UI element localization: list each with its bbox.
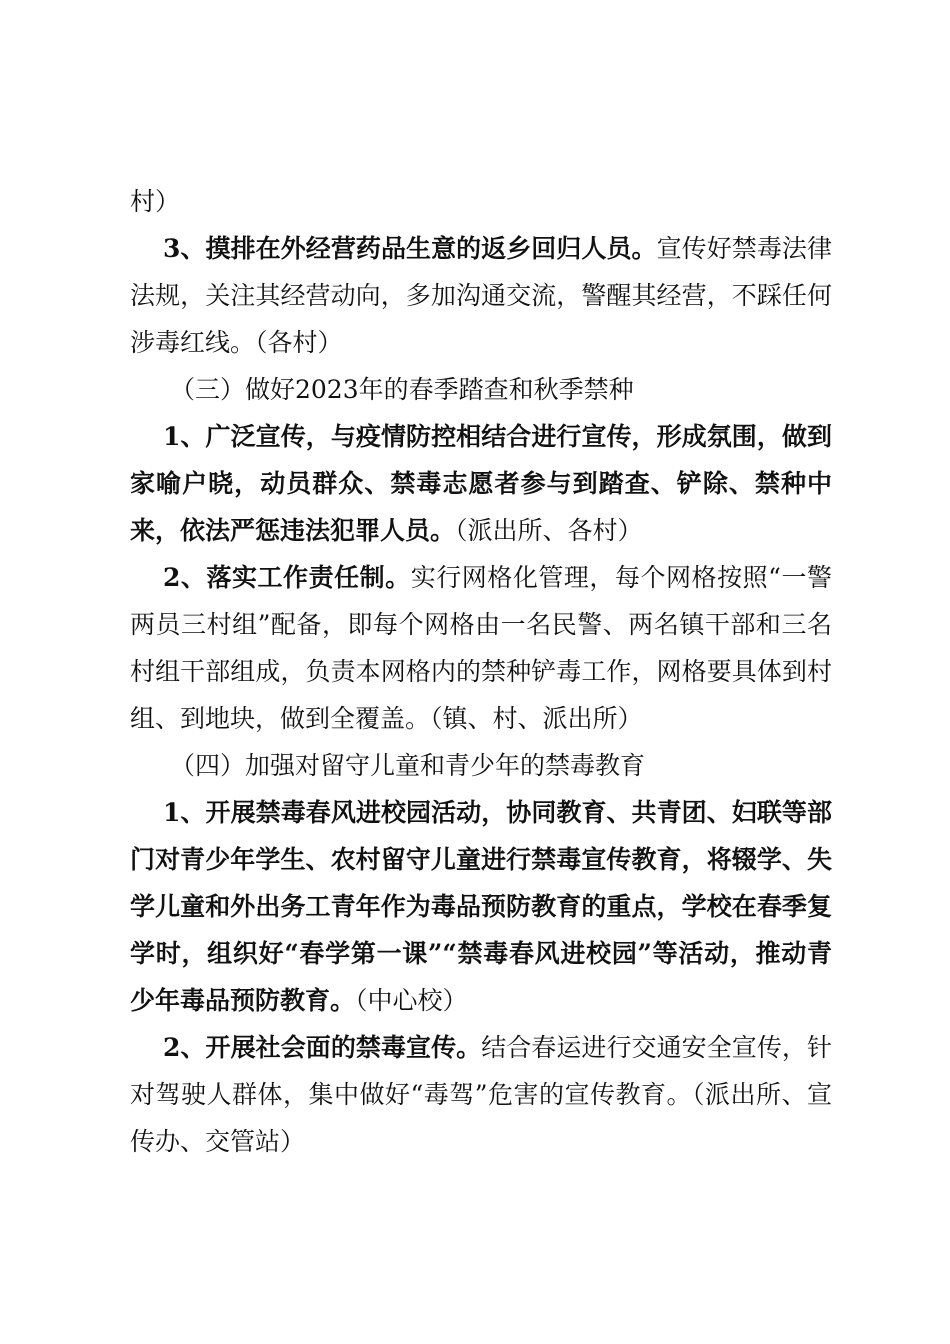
item-text: （派出所、各村） [455, 516, 643, 545]
item-text: 宣传好禁毒法律法规，关注其经营动向，多加沟通交流，警醒其经营，不踩任何涉毒红线。（各村） [130, 234, 832, 357]
item-heading: 3、摸排在外经营药品生意的返乡回归人员。 [163, 234, 657, 263]
paragraph-society [130, 1024, 832, 1165]
item-heading: 2、开展社会面的禁毒宣传。 [163, 1033, 482, 1062]
paragraph-item-3 [130, 225, 832, 366]
paragraph-continuation: 村） [130, 187, 181, 216]
paragraph-campus [130, 789, 832, 1024]
paragraph-publicity [130, 413, 832, 554]
document-body [130, 178, 832, 1165]
section-heading-3: （三）做好2023年的春季踏查和秋季禁种 [170, 375, 634, 404]
item-heading: 1、广泛宣传，与疫情防控相结合进行宣传，形成氛围，做到家喻户晓，动员群众、禁毒志愿者参与到踏查、铲除、禁种中来，依法严惩违法犯罪人员。 [130, 422, 832, 545]
item-text: 结合春运进行交通安全宣传，针对驾驶人群体，集中做好“毒驾”危害的宣传教育。（派出所、宣传办、交管站） [130, 1033, 832, 1156]
paragraph-responsibility [130, 554, 832, 742]
item-heading: 2、落实工作责任制。 [163, 563, 411, 592]
item-heading: 1、开展禁毒春风进校园活动，协同教育、共青团、妇联等部门对青少年学生、农村留守儿童进行禁毒宣传教育，将辍学、失学儿童和外出务工青年作为毒品预防教育的重点，学校在春季复学时，组织好“春学第一课”“禁毒春风进校园”等活动，推动青少年毒品预防教育。 [130, 798, 832, 1015]
section-heading-4: （四）加强对留守儿童和青少年的禁毒教育 [170, 751, 646, 780]
item-text: （中心校） [355, 986, 468, 1015]
item-text: 实行网格化管理，每个网格按照“一警两员三村组”配备，即每个网格由一名民警、两名镇干部和三名村组干部组成，负责本网格内的禁种铲毒工作，网格要具体到村组、到地块，做到全覆盖。（镇、村、派出所） [130, 563, 832, 733]
